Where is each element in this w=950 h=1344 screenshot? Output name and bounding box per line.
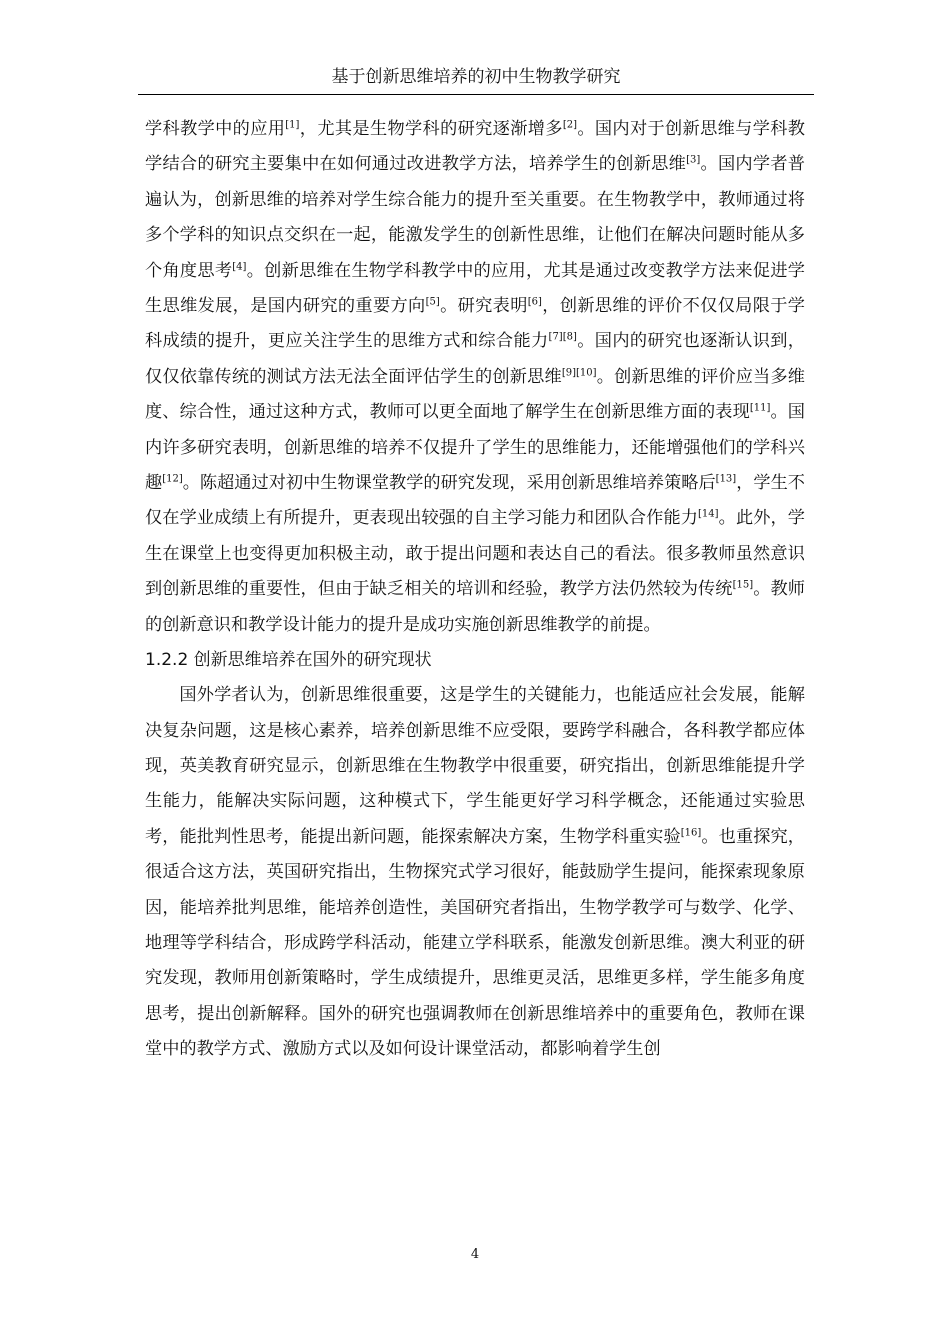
text-run: 。陈超通过对初中生物课堂教学的研究发现，采用创新思维培养策略后 [182,473,716,494]
citation-ref: [4] [232,260,247,272]
document-body [145,112,805,1068]
text-run: 。创新思维的评价应当多维度、综合性，通过这种方式，教师可以更全面地了解学生在创新思维方面的表现 [145,366,805,423]
citation-ref: [15] [732,579,754,591]
text-run: 。国内许多研究表明，创新思维的培养不仅提升了学生的思维能力，还能增强他们的学科兴趣 [145,402,805,494]
running-header: 基于创新思维培养的初中生物教学研究 [331,67,621,87]
text-run: 学科教学中的应用 [145,119,286,139]
citation-ref: [9][10] [561,367,597,379]
citation-ref: [16] [680,826,702,838]
text-run: 。教师的创新意识和教学设计能力的提升是成功实施创新思维教学的前提。 [145,579,805,635]
text-run: 。国内对于创新思维与学科教学结合的研究主要集中在如何通过改进教学方法，培养学生的创新思维 [145,119,805,175]
text-run: 。国内学者普遍认为，创新思维的培养对学生综合能力的提升至关重要。在生物教学中，教师通过将多个学科的知识点交织在一起，能激发学生的创新性思维，让他们在解决问题时能从多个角度思考 [145,154,805,281]
section-heading: 1.2.2 创新思维培养在国外的研究现状 [145,650,432,671]
text-run: ，尤其是生物学科的研究逐渐增多 [299,119,563,139]
citation-ref: [11] [749,402,771,414]
text-run: ，学生不仅在学业成绩上有所提升，更表现出较强的自主学习能力和团队合作能力 [145,473,805,529]
text-run: 。国内的研究也逐渐认识到，仅仅依靠传统的测试方法无法全面评估学生的创新思维 [145,331,805,387]
text-run: 国外学者认为，创新思维很重要，这是学生的关键能力，也能适应社会发展，能解决复杂问题，这是核心素养，培养创新思维不应受限，要跨学科融合，各科教学都应体现，英美教育研究显示，创新思维在生物教学中很重要，研究指出，创新思维能提升学生能力，能解决实际问题，这种模式下，学生能更好学习科学概念，还能通过实验思考，能批判性思考，能提出新问题，能探索解决方案，生物学科重实验 [145,685,805,847]
text-run: 。也重探究，很适合这方法，英国研究指出，生物探究式学习很好，能鼓励学生提问，能探索现象原因，能培养批判思维，能培养创造性，美国研究者指出，生物学教学可与数学、化学、地理等学科结合，形成跨学科活动，能建立学科联系，能激发创新思维。澳大利亚的研究发现，教师用创新策略时，学生成绩提升，思维更灵活，思维更多样，学生能多角度思考，提出创新解释。国外的研究也强调教师在创新思维培养中的重要角色，教师在课堂中的教学方式、激励方式以及如何设计课堂活动，都影响着学生创 [145,826,805,1060]
text-run: 。此外，学生在课堂上也变得更加积极主动，敢于提出问题和表达自己的看法。很多教师虽然意识到创新思维的重要性，但由于缺乏相关的培训和经验，教学方法仍然较为传统 [145,508,805,600]
citation-ref: [14] [698,508,719,520]
citation-ref: [13] [715,473,737,485]
citation-ref: [6] [527,296,542,308]
text-run: ，创新思维的评价不仅仅局限于学科成绩的提升，更应关注学生的思维方式和综合能力 [145,296,805,352]
body-paragraph [145,112,805,643]
citation-ref: [12] [162,473,183,485]
citation-ref: [5] [425,296,440,308]
body-paragraph [145,678,805,1067]
citation-ref: [3] [686,154,701,166]
citation-ref: [7][8] [548,331,577,343]
text-run: 。研究表明 [439,296,528,317]
text-run: 。创新思维在生物学科教学中的应用，尤其是通过改变教学方法来促进学生思维发展，是国内研究的重要方向 [145,260,805,317]
citation-ref: [1] [285,119,300,131]
citation-ref: [2] [562,119,577,131]
page-number: 4 [470,1247,480,1262]
header-rule [138,94,814,95]
